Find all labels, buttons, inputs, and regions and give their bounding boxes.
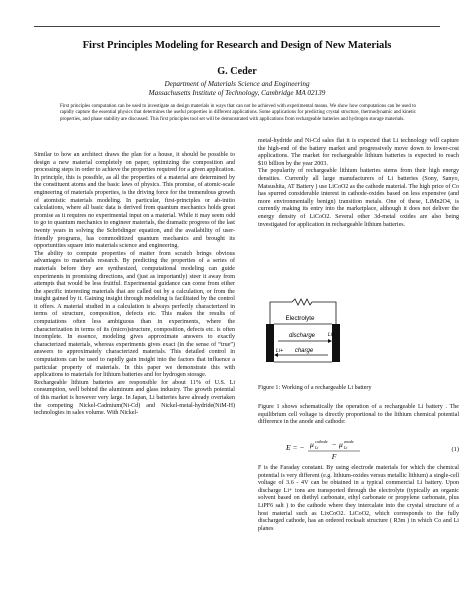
equation-graphic — [258, 439, 428, 461]
paragraph: The ability to compute properties of matter from scratch brings obvious advantages to materials research. By predicting the properties of a series of materials before they are synthesized, computational modeling can guide experiments in promising directions, and (just as importantly) steer it away from attempts that would be less fruitful. Experimental guidance can come from either the specific interesting materials that are called out by a calculation, or from the insight gained by it. Gaining insight through modeling is facilitated by the control it offers. A material studied in a calculation is always perfectly characterized in terms of structure, composition, defects etc. This makes the results of computations often less ambiguous than in experiments, where the characterization in terms of its (micro)structure, composition, defects etc. is often incomplete. In essence, modeling gives approximate answers to exactly characterized materials, whereas experiments gives exact (in the sense of “true”) answers to approximately characterized materials. This detailed control in computations can be used to rapidly gain insight into the factors that influence a particular property of materials. In this paper we demonstrate this with applications to materials for lithium batteries and for hydrogen storage. — [34, 250, 235, 379]
left-column — [34, 152, 235, 418]
mu-cathode-sup: cathode — [315, 439, 328, 444]
resistor-icon — [292, 299, 312, 305]
affiliation-department: Department of Materials Science and Engineering — [164, 80, 310, 88]
equation-number: (1) — [451, 446, 459, 453]
author-name: G. Ceder — [217, 66, 257, 77]
discharge-arrow-head — [328, 339, 332, 343]
paragraph: Similar to how an architect draws the plan for a house, it should be possible to design a new material completely on paper, optimizing the composition and processing steps in order to achieve the properties required for a given application. In principle, this is possible, as all the properties of a material are determined by the constituent atoms and the basic laws of physics. This promise, of atomic-scale engineering of materials properties, is the driving force for the tremendous growth of atomistic materials modeling. In particular, first-principles or ab-initio calculations, where all basic data is derived from quantum mechanics holds great promise as it requires no experimental input on a material. While it may seem odd to go to quantum mechanics to engineer materials, the dramatic progress of the last twenty years in solving the Schrödinger equation, and the availability of user-friendly programs, has commoditized quantum mechanics and brought its opportunities square into materials science and engineering. — [34, 152, 235, 250]
right-column — [258, 138, 459, 229]
discharge-label: discharge — [288, 333, 316, 339]
equation-cell-voltage — [258, 439, 459, 461]
mu-cathode-sub: Li — [315, 445, 319, 450]
equation-lhs: E = − — [286, 443, 305, 452]
li-ion-label-bottom: Li+ — [276, 348, 284, 354]
mu-cathode: μ — [310, 440, 314, 449]
mu-anode-sup: anode — [344, 439, 354, 444]
minus-sign: − — [332, 440, 337, 449]
mu-anode-sub: Li — [344, 445, 348, 450]
li-ion-label-top: Li+ — [328, 332, 336, 338]
battery-diagram — [262, 296, 344, 368]
paragraph: F is the Faraday constant. By using electrode materials for which the chemical potential is very different (e.g. lithium-oxides versus metallic lithium) a single-cell voltage of 3.6 - 4V can be obtained in a typical commercial Li battery. Upon discharge Li+ ions are transported through the electrolyte (typically an organic solvent based on diethyl carbonate, ethyl carbonate or propylene carbonate, plus LiPF6 salt ) to the cathode where they intercalate into the crystal structure of a host material such as LixCoO2. LiCoO2, which corresponds to the fully discharged cathode, has an ordered rocksalt structure ( R3m ) in which Co and Li planes — [258, 465, 459, 532]
figure-caption: Figure 1: Working of a rechargeable Li battery — [258, 385, 372, 391]
electrolyte-label: Electrolyte — [285, 315, 315, 322]
paragraph: Figure 1 shows schematically the operation of a rechargeable Li battery . The equilibrium cell voltage is directly proportional to the lithium chemical potential difference in the anode and cathode: — [258, 404, 459, 426]
right-column-continued — [258, 404, 459, 427]
anode-plate — [266, 324, 274, 362]
top-rule — [34, 26, 440, 27]
cathode-plate — [332, 324, 340, 362]
paragraph: metal-hydride and Ni-Cd sales flat it is expected that Li technology will capture the high-end of the battery market and progressively move down to lower-cost applications. The market for rechargeable lithium batteries is expected to reach $10 billion by the year 2003. — [258, 138, 459, 167]
affiliation-institute: Massachusetts Institute of Technology, Cambridge MA 02139 — [148, 89, 326, 97]
external-circuit-wire — [312, 302, 336, 324]
abstract: First principles computation can be used to investigate an design materials in ways that can not be achieved with experimental means. We show how computations can be used to rapidly capture the essential physics that determines the useful properties in different applications. Some applications for predicting crystal structure, thermodynamic and kinetic properties, and phase stability are discussed. This first principles tool set will be demonstrated with applications from rechargeable batteries and hydrogen storage materials. — [60, 104, 416, 122]
paper-title: First Principles Modeling for Research and Design of New Materials — [82, 40, 392, 51]
charge-label: charge — [294, 348, 314, 354]
paragraph: Rechargeable lithium batteries are responsible for about 11% of U.S. Li consumption, well behind the aluminum and glass industry. The growth potential of this market is however very large. In Japan, Li batteries have already overtaken the competing Nickel-Cadmium(Ni-Cd) and Nickel-metal-hydride(NiM-H) technologies in sales volume. With Nickel- — [34, 379, 235, 417]
mu-anode: μ — [339, 440, 343, 449]
paragraph: The popularity of rechargeable lithium batteries stems from their high energy densities. Currently all large manufacturers of Li batteries (Sony, Sanyo, Matsushita, AT Battery ) use LiCoO2 as the cathode material. The high price of Co has spurred considerable interest in cathode-oxides based on less expensive (and more environmentally benign) transition metals. One of these, LiMn2O4, is currently making its entry into the marketplace, although it does not deliver the energy density of LiCoO2. Several other 3d-metal oxides are also being investigated for application in rechargeable lithium batteries. — [258, 168, 459, 228]
right-column-final — [258, 465, 459, 533]
equation-denominator: F — [331, 452, 337, 461]
